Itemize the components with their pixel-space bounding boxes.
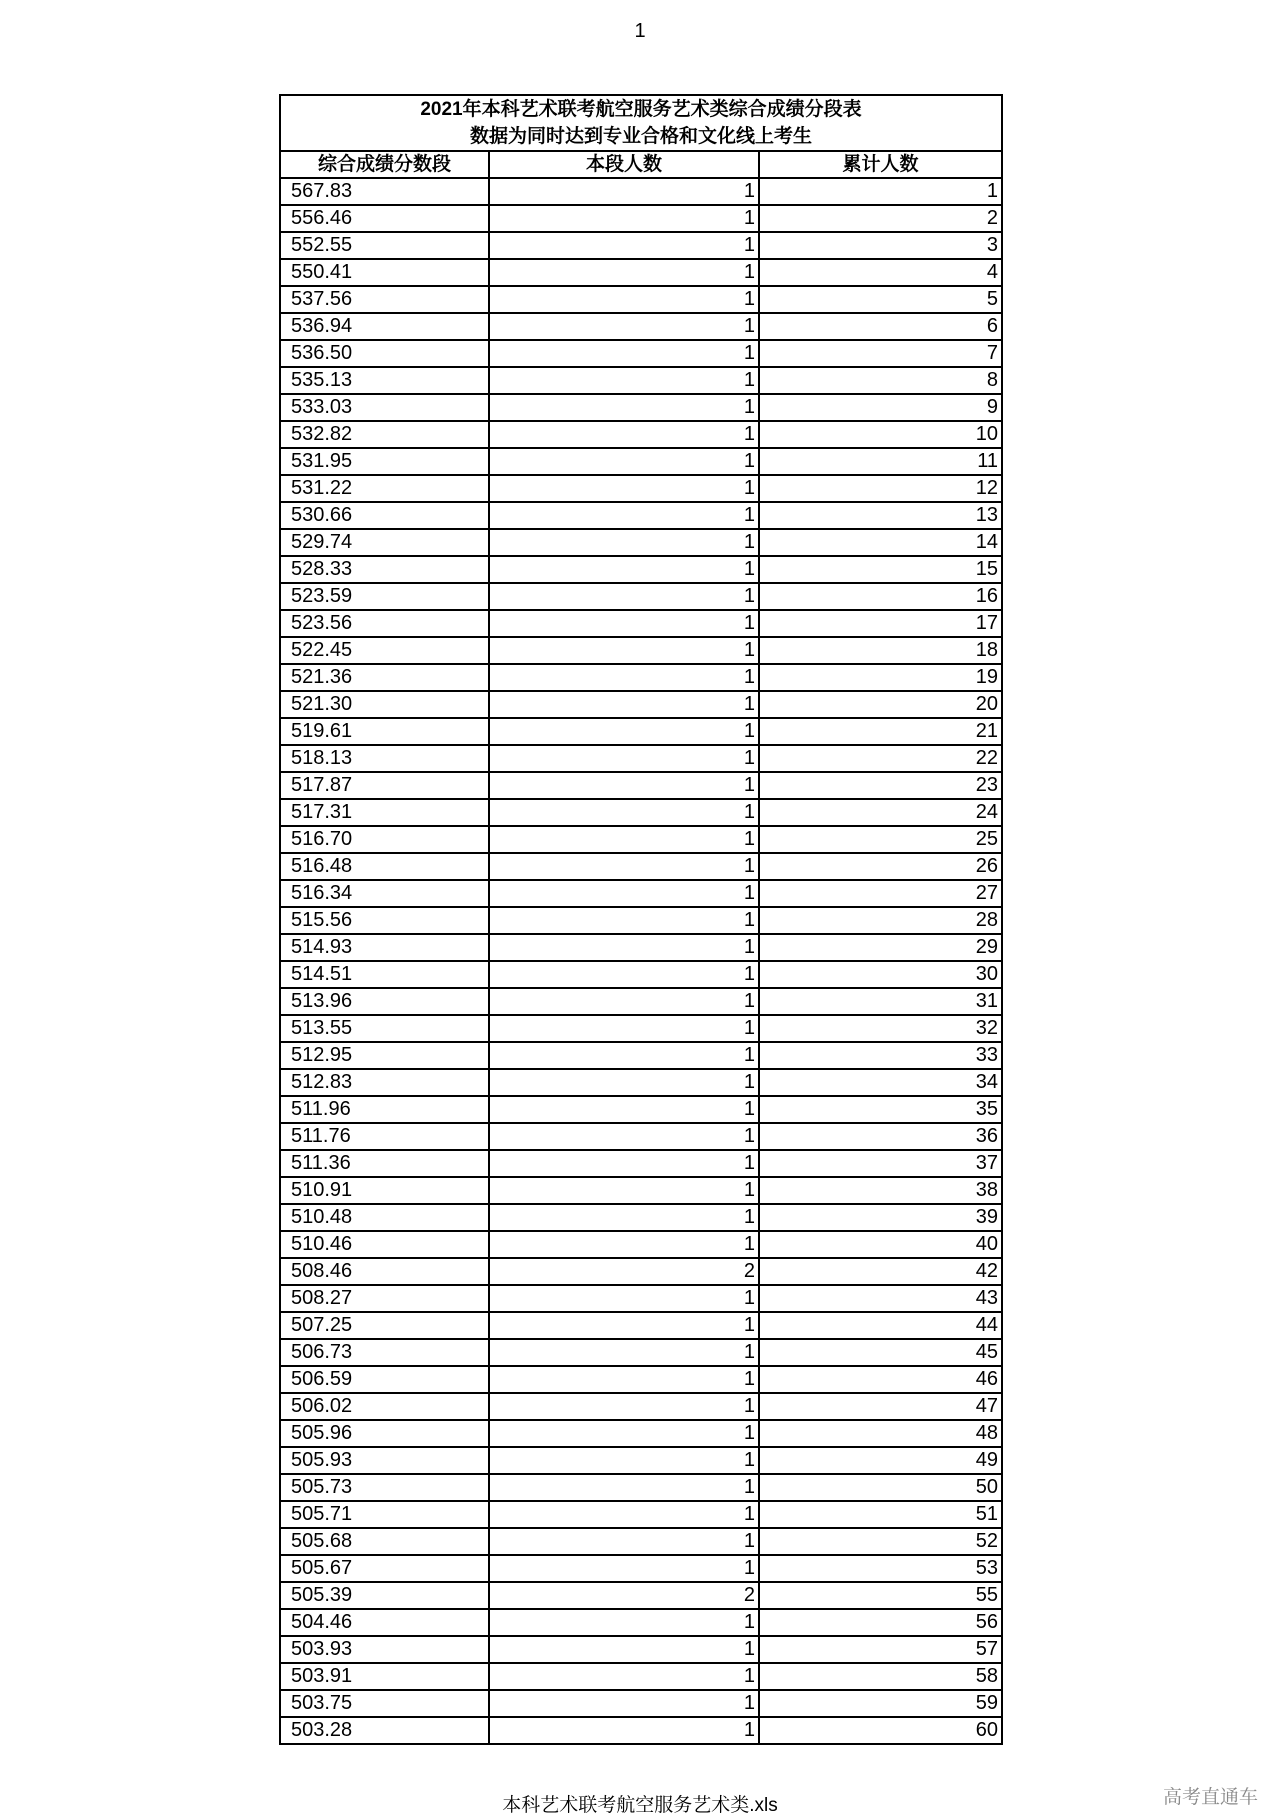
score-cell: 530.66 xyxy=(281,502,489,529)
score-cell: 505.93 xyxy=(281,1447,489,1474)
segment-count-cell: 1 xyxy=(489,934,759,961)
table-row xyxy=(281,1555,1001,1582)
score-cell: 513.96 xyxy=(281,988,489,1015)
table-row xyxy=(281,1447,1001,1474)
cumulative-count-cell: 58 xyxy=(759,1663,1001,1690)
score-cell: 521.36 xyxy=(281,664,489,691)
table-row xyxy=(281,988,1001,1015)
cumulative-count-cell: 49 xyxy=(759,1447,1001,1474)
score-cell: 504.46 xyxy=(281,1609,489,1636)
segment-count-cell: 1 xyxy=(489,1447,759,1474)
table-row xyxy=(281,475,1001,502)
score-cell: 505.68 xyxy=(281,1528,489,1555)
score-cell: 503.93 xyxy=(281,1636,489,1663)
segment-count-cell: 1 xyxy=(489,853,759,880)
segment-count-cell: 1 xyxy=(489,772,759,799)
cumulative-count-cell: 22 xyxy=(759,745,1001,772)
segment-count-cell: 1 xyxy=(489,1528,759,1555)
cumulative-count-cell: 36 xyxy=(759,1123,1001,1150)
table-row xyxy=(281,556,1001,583)
score-cell: 550.41 xyxy=(281,259,489,286)
score-cell: 511.36 xyxy=(281,1150,489,1177)
segment-count-cell: 1 xyxy=(489,1015,759,1042)
score-cell: 512.95 xyxy=(281,1042,489,1069)
score-cell: 516.70 xyxy=(281,826,489,853)
segment-count-cell: 1 xyxy=(489,799,759,826)
table-row xyxy=(281,313,1001,340)
cumulative-count-cell: 31 xyxy=(759,988,1001,1015)
segment-count-cell: 1 xyxy=(489,178,759,205)
table-row xyxy=(281,232,1001,259)
table-row xyxy=(281,448,1001,475)
cumulative-count-cell: 29 xyxy=(759,934,1001,961)
score-cell: 518.13 xyxy=(281,745,489,772)
score-cell: 508.27 xyxy=(281,1285,489,1312)
cumulative-count-cell: 39 xyxy=(759,1204,1001,1231)
score-cell: 505.71 xyxy=(281,1501,489,1528)
table-row xyxy=(281,1204,1001,1231)
segment-count-cell: 1 xyxy=(489,502,759,529)
segment-count-cell: 1 xyxy=(489,610,759,637)
table-row xyxy=(281,1690,1001,1717)
score-cell: 552.55 xyxy=(281,232,489,259)
segment-count-cell: 1 xyxy=(489,1231,759,1258)
cumulative-count-cell: 4 xyxy=(759,259,1001,286)
score-cell: 522.45 xyxy=(281,637,489,664)
table-row xyxy=(281,1177,1001,1204)
watermark-text: 高考直通车 xyxy=(1162,1787,1258,1808)
table-row xyxy=(281,259,1001,286)
cumulative-count-cell: 16 xyxy=(759,583,1001,610)
segment-count-cell: 1 xyxy=(489,1690,759,1717)
cumulative-count-cell: 1 xyxy=(759,178,1001,205)
segment-count-cell: 1 xyxy=(489,1177,759,1204)
segment-count-cell: 1 xyxy=(489,1555,759,1582)
footer-filename: 本科艺术联考航空服务艺术类.xls xyxy=(502,1795,778,1816)
table-row xyxy=(281,1312,1001,1339)
cumulative-count-cell: 7 xyxy=(759,340,1001,367)
cumulative-count-cell: 37 xyxy=(759,1150,1001,1177)
table-row xyxy=(281,1582,1001,1609)
table-row xyxy=(281,610,1001,637)
header-cumulative-count: 累计人数 xyxy=(759,152,1001,178)
table-row xyxy=(281,421,1001,448)
cumulative-count-cell: 26 xyxy=(759,853,1001,880)
score-cell: 511.96 xyxy=(281,1096,489,1123)
score-cell: 503.28 xyxy=(281,1717,489,1743)
cumulative-count-cell: 3 xyxy=(759,232,1001,259)
segment-count-cell: 1 xyxy=(489,907,759,934)
segment-count-cell: 1 xyxy=(489,448,759,475)
score-cell: 506.02 xyxy=(281,1393,489,1420)
segment-count-cell: 1 xyxy=(489,1312,759,1339)
table-row xyxy=(281,1150,1001,1177)
segment-count-cell: 1 xyxy=(489,1717,759,1743)
cumulative-count-cell: 51 xyxy=(759,1501,1001,1528)
table-row xyxy=(281,799,1001,826)
cumulative-count-cell: 50 xyxy=(759,1474,1001,1501)
score-cell: 523.59 xyxy=(281,583,489,610)
cumulative-count-cell: 57 xyxy=(759,1636,1001,1663)
segment-count-cell: 1 xyxy=(489,367,759,394)
cumulative-count-cell: 42 xyxy=(759,1258,1001,1285)
table-row xyxy=(281,718,1001,745)
cumulative-count-cell: 23 xyxy=(759,772,1001,799)
cumulative-count-cell: 48 xyxy=(759,1420,1001,1447)
score-cell: 510.46 xyxy=(281,1231,489,1258)
segment-count-cell: 1 xyxy=(489,718,759,745)
page-number: 1 xyxy=(634,20,646,42)
table-row xyxy=(281,1528,1001,1555)
table-row xyxy=(281,1015,1001,1042)
cumulative-count-cell: 2 xyxy=(759,205,1001,232)
score-cell: 503.91 xyxy=(281,1663,489,1690)
score-cell: 515.56 xyxy=(281,907,489,934)
cumulative-count-cell: 19 xyxy=(759,664,1001,691)
score-cell: 517.87 xyxy=(281,772,489,799)
segment-count-cell: 1 xyxy=(489,745,759,772)
table-header-row xyxy=(281,152,1001,178)
segment-count-cell: 2 xyxy=(489,1258,759,1285)
table-row xyxy=(281,394,1001,421)
segment-count-cell: 1 xyxy=(489,1501,759,1528)
score-cell: 517.31 xyxy=(281,799,489,826)
segment-count-cell: 1 xyxy=(489,421,759,448)
cumulative-count-cell: 18 xyxy=(759,637,1001,664)
table-row xyxy=(281,502,1001,529)
cumulative-count-cell: 32 xyxy=(759,1015,1001,1042)
score-cell: 523.56 xyxy=(281,610,489,637)
table-title: 2021年本科艺术联考航空服务艺术类综合成绩分段表 xyxy=(420,99,862,120)
table-row xyxy=(281,1420,1001,1447)
score-cell: 511.76 xyxy=(281,1123,489,1150)
cumulative-count-cell: 14 xyxy=(759,529,1001,556)
segment-count-cell: 1 xyxy=(489,313,759,340)
segment-count-cell: 1 xyxy=(489,1285,759,1312)
segment-count-cell: 1 xyxy=(489,529,759,556)
segment-count-cell: 1 xyxy=(489,1339,759,1366)
table-row xyxy=(281,178,1001,205)
table-row xyxy=(281,1717,1001,1743)
segment-count-cell: 1 xyxy=(489,394,759,421)
segment-count-cell: 1 xyxy=(489,1636,759,1663)
segment-count-cell: 1 xyxy=(489,1474,759,1501)
table-subtitle: 数据为同时达到专业合格和文化线上考生 xyxy=(469,126,812,147)
cumulative-count-cell: 27 xyxy=(759,880,1001,907)
segment-count-cell: 1 xyxy=(489,556,759,583)
cumulative-count-cell: 15 xyxy=(759,556,1001,583)
score-cell: 535.13 xyxy=(281,367,489,394)
segment-count-cell: 1 xyxy=(489,232,759,259)
cumulative-count-cell: 30 xyxy=(759,961,1001,988)
cumulative-count-cell: 20 xyxy=(759,691,1001,718)
segment-count-cell: 1 xyxy=(489,1150,759,1177)
score-cell: 512.83 xyxy=(281,1069,489,1096)
table-row xyxy=(281,772,1001,799)
table-row xyxy=(281,1258,1001,1285)
score-cell: 521.30 xyxy=(281,691,489,718)
score-distribution-sheet xyxy=(279,94,1003,1745)
table-row xyxy=(281,1042,1001,1069)
segment-count-cell: 1 xyxy=(489,1609,759,1636)
segment-count-cell: 1 xyxy=(489,1042,759,1069)
table-row xyxy=(281,286,1001,313)
score-cell: 510.91 xyxy=(281,1177,489,1204)
cumulative-count-cell: 10 xyxy=(759,421,1001,448)
segment-count-cell: 1 xyxy=(489,961,759,988)
table-body xyxy=(281,178,1001,1743)
table-row xyxy=(281,1636,1001,1663)
cumulative-count-cell: 47 xyxy=(759,1393,1001,1420)
cumulative-count-cell: 24 xyxy=(759,799,1001,826)
table-title-block xyxy=(281,96,1001,152)
cumulative-count-cell: 17 xyxy=(759,610,1001,637)
score-cell: 505.39 xyxy=(281,1582,489,1609)
cumulative-count-cell: 60 xyxy=(975,1719,998,1741)
table-row xyxy=(281,1501,1001,1528)
segment-count-cell: 1 xyxy=(489,1123,759,1150)
score-cell: 506.59 xyxy=(281,1366,489,1393)
cumulative-count-cell: 12 xyxy=(759,475,1001,502)
table-row xyxy=(281,961,1001,988)
score-cell: 505.73 xyxy=(281,1474,489,1501)
score-cell: 503.75 xyxy=(281,1690,489,1717)
score-cell: 567.83 xyxy=(281,178,489,205)
cumulative-count-cell: 33 xyxy=(759,1042,1001,1069)
score-cell: 519.61 xyxy=(281,718,489,745)
score-cell: 506.73 xyxy=(281,1339,489,1366)
segment-count-cell: 1 xyxy=(489,475,759,502)
cumulative-count-cell: 25 xyxy=(759,826,1001,853)
score-cell: 514.51 xyxy=(281,961,489,988)
table-row xyxy=(281,1474,1001,1501)
segment-count-cell: 1 xyxy=(489,691,759,718)
table-row xyxy=(281,583,1001,610)
score-cell: 516.34 xyxy=(281,880,489,907)
score-cell: 507.25 xyxy=(281,1312,489,1339)
table-row xyxy=(281,1366,1001,1393)
segment-count-cell: 1 xyxy=(489,1069,759,1096)
cumulative-count-cell: 52 xyxy=(759,1528,1001,1555)
table-row xyxy=(281,826,1001,853)
cumulative-count-cell: 11 xyxy=(759,448,1001,475)
table-row xyxy=(281,340,1001,367)
cumulative-count-cell: 44 xyxy=(759,1312,1001,1339)
segment-count-cell: 1 xyxy=(489,1663,759,1690)
cumulative-count-cell: 21 xyxy=(759,718,1001,745)
score-table xyxy=(281,152,1001,1743)
table-row xyxy=(281,1231,1001,1258)
score-cell: 510.48 xyxy=(281,1204,489,1231)
table-row xyxy=(281,1096,1001,1123)
table-row xyxy=(281,205,1001,232)
score-cell: 513.55 xyxy=(281,1015,489,1042)
score-cell: 505.67 xyxy=(281,1555,489,1582)
segment-count-cell: 1 xyxy=(489,1366,759,1393)
table-row xyxy=(281,1663,1001,1690)
score-cell: 532.82 xyxy=(281,421,489,448)
segment-count-cell: 1 xyxy=(489,1204,759,1231)
table-row xyxy=(281,529,1001,556)
score-cell: 533.03 xyxy=(281,394,489,421)
table-row xyxy=(281,1123,1001,1150)
cumulative-count-cell: 55 xyxy=(759,1582,1001,1609)
table-row xyxy=(281,745,1001,772)
segment-count-cell: 1 xyxy=(489,988,759,1015)
score-cell: 505.96 xyxy=(281,1420,489,1447)
score-cell: 531.22 xyxy=(281,475,489,502)
score-cell: 529.74 xyxy=(281,529,489,556)
cumulative-count-cell: 6 xyxy=(759,313,1001,340)
cumulative-count-cell: 8 xyxy=(759,367,1001,394)
table-row xyxy=(281,367,1001,394)
segment-count-cell: 1 xyxy=(489,637,759,664)
segment-count-cell: 1 xyxy=(489,1420,759,1447)
score-cell: 536.94 xyxy=(281,313,489,340)
table-row xyxy=(281,907,1001,934)
header-score-range: 综合成绩分数段 xyxy=(281,152,489,178)
score-cell: 536.50 xyxy=(281,340,489,367)
segment-count-cell: 1 xyxy=(489,259,759,286)
cumulative-count-cell: 46 xyxy=(759,1366,1001,1393)
header-segment-count: 本段人数 xyxy=(489,152,759,178)
table-row xyxy=(281,853,1001,880)
table-row xyxy=(281,691,1001,718)
table-row xyxy=(281,1285,1001,1312)
segment-count-cell: 1 xyxy=(489,1393,759,1420)
cumulative-count-cell: 35 xyxy=(759,1096,1001,1123)
cumulative-count-cell: 56 xyxy=(759,1609,1001,1636)
table-row xyxy=(281,880,1001,907)
score-cell: 531.95 xyxy=(281,448,489,475)
segment-count-cell: 1 xyxy=(489,826,759,853)
cumulative-count-cell: 13 xyxy=(759,502,1001,529)
cumulative-count-cell: 9 xyxy=(759,394,1001,421)
cumulative-count-cell: 28 xyxy=(759,907,1001,934)
segment-count-cell: 1 xyxy=(489,880,759,907)
cumulative-count-cell: 43 xyxy=(759,1285,1001,1312)
table-row xyxy=(281,1393,1001,1420)
segment-count-cell: 1 xyxy=(489,286,759,313)
table-row xyxy=(281,1609,1001,1636)
table-row xyxy=(281,664,1001,691)
score-cell: 516.48 xyxy=(281,853,489,880)
cumulative-count-cell: 59 xyxy=(759,1690,1001,1717)
table-row xyxy=(281,637,1001,664)
cumulative-count-cell: 5 xyxy=(759,286,1001,313)
score-cell: 514.93 xyxy=(281,934,489,961)
cumulative-count-cell: 34 xyxy=(759,1069,1001,1096)
segment-count-cell: 1 xyxy=(489,583,759,610)
table-row xyxy=(281,1339,1001,1366)
segment-count-cell: 2 xyxy=(489,1582,759,1609)
cumulative-count-cell: 40 xyxy=(759,1231,1001,1258)
score-cell: 537.56 xyxy=(281,286,489,313)
score-cell: 556.46 xyxy=(281,205,489,232)
segment-count-cell: 1 xyxy=(489,664,759,691)
table-row xyxy=(281,934,1001,961)
cumulative-count-cell: 45 xyxy=(759,1339,1001,1366)
cumulative-count-cell: 53 xyxy=(759,1555,1001,1582)
score-cell: 508.46 xyxy=(281,1258,489,1285)
table-row xyxy=(281,1069,1001,1096)
segment-count-cell: 1 xyxy=(489,1096,759,1123)
segment-count-cell: 1 xyxy=(489,205,759,232)
segment-count-cell: 1 xyxy=(489,340,759,367)
score-cell: 528.33 xyxy=(281,556,489,583)
cumulative-count-cell: 38 xyxy=(759,1177,1001,1204)
